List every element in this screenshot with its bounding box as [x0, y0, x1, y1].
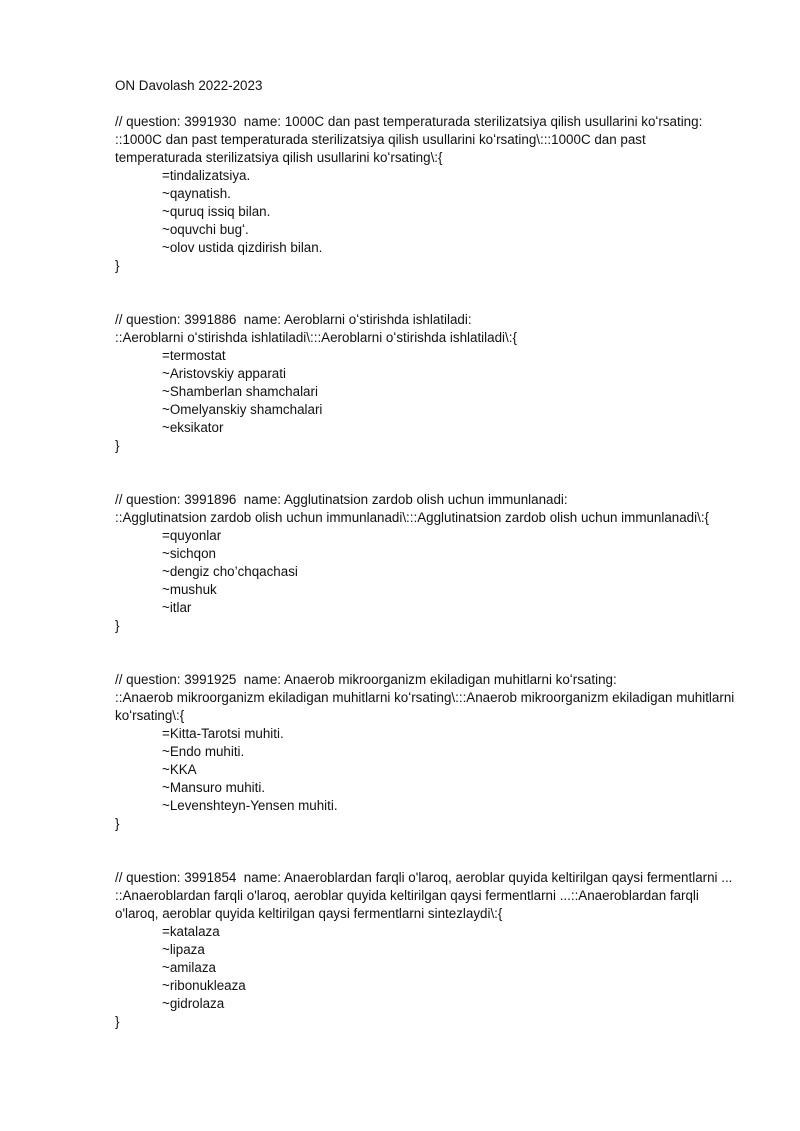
question-header: // question: 3991896 name: Agglutinatsion zardob olish uchun immunlanadi:	[115, 492, 568, 507]
answer-option: ~dengiz cho’chqachasi	[162, 564, 298, 579]
answer-option: ~quruq issiq bilan.	[162, 204, 271, 219]
answer-option: ~olov ustida qizdirish bilan.	[162, 240, 323, 255]
question-header: // question: 3991854 name: Anaeroblardan farqli o'laroq, aeroblar quyida keltirilgan qaysi fermentlarni ...	[115, 870, 733, 885]
question-block	[115, 869, 735, 1031]
question-body: ::Anaeroblardan farqli o'laroq, aeroblar quyida keltirilgan qaysi fermentlarni ...::Anaeroblardan farqli o'laroq, aeroblar quyida keltirilgan qaysi fermentlarni sintezlaydi\:{	[115, 888, 703, 921]
question-spacer	[115, 275, 735, 311]
answer-option: =katalaza	[162, 924, 220, 939]
answer-option: ~itlar	[162, 600, 192, 615]
document-title: ON Davolash 2022-2023	[115, 78, 263, 93]
question-close-brace: }	[115, 1014, 120, 1029]
question-header: // question: 3991886 name: Aeroblarni oʻstirishda ishlatiladi:	[115, 312, 472, 327]
question-spacer	[115, 635, 735, 671]
answer-option: ~sichqon	[162, 546, 216, 561]
answer-option: =quyonlar	[162, 528, 222, 543]
question-spacer	[115, 833, 735, 869]
question-body: ::Agglutinatsion zardob olish uchun immunlanadi\:::Agglutinatsion zardob olish uchun immunlanadi\:{	[115, 510, 710, 525]
answer-option: ~oquvchi bugʻ.	[162, 222, 249, 237]
question-close-brace: }	[115, 816, 120, 831]
question-block	[115, 311, 735, 455]
question-body: ::Aeroblarni oʻstirishda ishlatiladi\:::Aeroblarni oʻstirishda ishlatiladi\:{	[115, 330, 517, 345]
answer-option: ~ribonukleaza	[162, 978, 246, 993]
question-close-brace: }	[115, 438, 120, 453]
answer-option: ~Mansuro muhiti.	[162, 780, 266, 795]
answer-option: =tindalizatsiya.	[162, 168, 251, 183]
answer-option: =Kitta-Tarotsi muhiti.	[162, 726, 284, 741]
question-body: ::Anaerob mikroorganizm ekiladigan muhitlarni koʻrsating\:::Anaerob mikroorganizm ekiladigan muhitlarni koʻrsating\:{	[115, 690, 738, 723]
question-body: ::1000C dan past temperaturada sterilizatsiya qilish usullarini koʻrsating\:::1000C dan past temperaturada sterilizatsiya qilish usullarini koʻrsating\:{	[115, 132, 650, 165]
question-header: // question: 3991925 name: Anaerob mikroorganizm ekiladigan muhitlarni koʻrsating:	[115, 672, 617, 687]
answer-option: ~Omelyanskiy shamchalari	[162, 402, 323, 417]
answer-option: ~gidrolaza	[162, 996, 225, 1011]
question-block	[115, 491, 735, 635]
answer-option: ~mushuk	[162, 582, 217, 597]
question-block	[115, 113, 735, 275]
answer-option: ~KKA	[162, 762, 197, 777]
answer-option: ~amilaza	[162, 960, 216, 975]
answer-option: ~lipaza	[162, 942, 205, 957]
answer-option: ~eksikator	[162, 420, 224, 435]
answer-option: ~Levenshteyn-Yensen muhiti.	[162, 798, 338, 813]
question-close-brace: }	[115, 258, 120, 273]
answer-option: ~Endo muhiti.	[162, 744, 245, 759]
question-header: // question: 3991930 name: 1000C dan past temperaturada sterilizatsiya qilish usullarini koʻrsating:	[115, 114, 703, 129]
answer-option: =termostat	[162, 348, 226, 363]
answer-option: ~Aristovskiy apparati	[162, 366, 286, 381]
document-page	[115, 77, 738, 1031]
answer-option: ~qaynatish.	[162, 186, 231, 201]
answer-option: ~Shamberlan shamchalari	[162, 384, 318, 399]
question-spacer	[115, 455, 735, 491]
question-close-brace: }	[115, 618, 120, 633]
question-block	[115, 671, 738, 833]
